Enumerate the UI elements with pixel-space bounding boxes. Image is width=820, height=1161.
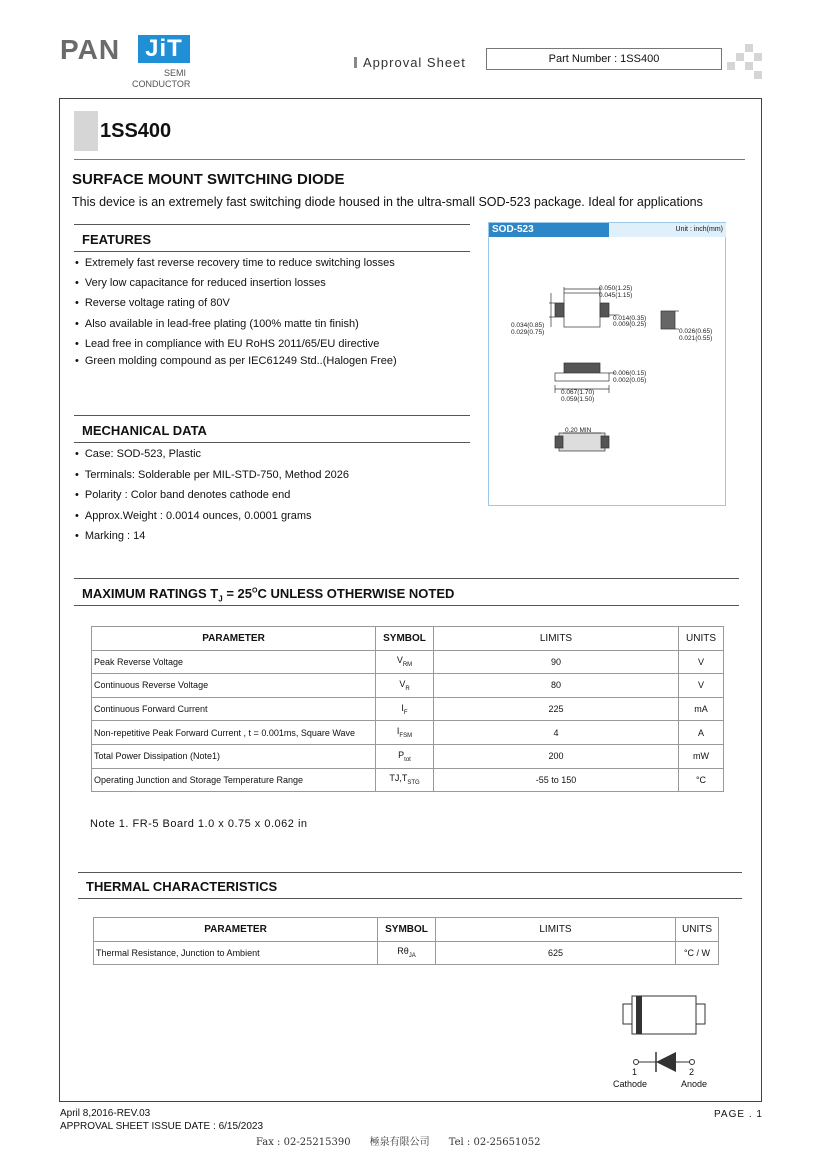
feature-item: • Green molding compound as per IEC61249 Std..(Halogen Free) — [75, 355, 397, 367]
limit-cell: 4 — [434, 721, 679, 745]
symbol-main: Rθ — [397, 946, 409, 957]
mechanical-item: • Marking : 14 — [75, 530, 145, 542]
dim-lead-min: 0.009(0.25) — [613, 321, 647, 328]
header-parameter: PARAMETER — [92, 627, 376, 651]
ratings-top-line — [74, 578, 739, 579]
symbol-main: V — [396, 655, 403, 666]
ratings-title-prefix: MAXIMUM RATINGS T — [82, 586, 219, 601]
unit-cell: V — [679, 674, 724, 698]
unit-cell: mA — [679, 697, 724, 721]
symbol-sub: F — [403, 709, 408, 716]
mechanical-item: • Case: SOD-523, Plastic — [75, 448, 201, 460]
limit-cell: 80 — [434, 674, 679, 698]
symbol-cell — [376, 674, 434, 698]
symbol-main: V — [399, 679, 406, 690]
unit-cell: V — [679, 650, 724, 674]
header-symbol: SYMBOL — [376, 627, 434, 651]
header-symbol: SYMBOL — [378, 918, 436, 942]
param-cell: Peak Reverse Voltage — [92, 650, 376, 674]
dim-h-max: 0.034(0.85) — [511, 322, 545, 329]
param-cell: Thermal Resistance, Junction to Ambient — [94, 941, 378, 965]
param-cell: Non-repetitive Peak Forward Current , t = 0.001ms, Square Wave — [92, 721, 376, 745]
symbol-cell — [376, 768, 434, 792]
feature-item: • Reverse voltage rating of 80V — [75, 297, 230, 309]
pin1-label: 1 — [632, 1067, 638, 1077]
symbol-main: P — [398, 749, 405, 760]
dim-min: 0.20 MIN — [565, 427, 592, 434]
dim-side-min: 0.021(0.55) — [679, 335, 713, 342]
unit-cell: °C / W — [676, 941, 719, 965]
mechanical-title: MECHANICAL DATA — [82, 423, 207, 438]
package-drawing — [488, 222, 726, 506]
symbol-cell — [376, 744, 434, 768]
unit-cell: mW — [679, 744, 724, 768]
symbol-cell — [376, 650, 434, 674]
logo-pan-text: PAN — [60, 34, 121, 65]
dim-ov-min: 0.059(1.50) — [561, 396, 595, 403]
table-row — [94, 941, 719, 965]
param-cell: Continuous Forward Current — [92, 697, 376, 721]
dim-t-min: 0.002(0.05) — [613, 377, 647, 384]
title-tab — [74, 111, 98, 151]
param-cell: Continuous Reverse Voltage — [92, 674, 376, 698]
decorative-squares-icon — [727, 44, 763, 80]
approval-sheet-label — [354, 55, 466, 70]
product-description: This device is an extremely fast switching diode housed in the ultra-small SOD-523 package. Ideal for applications — [72, 195, 703, 209]
limit-cell: -55 to 150 — [434, 768, 679, 792]
symbol-sub: tot — [404, 756, 411, 763]
limit-cell: 200 — [434, 744, 679, 768]
mechanical-item: • Approx.Weight : 0.0014 ounces, 0.0001 grams — [75, 510, 312, 522]
title-divider — [74, 159, 745, 160]
pin2-label: 2 — [689, 1067, 695, 1077]
feature-item: • Lead free in compliance with EU RoHS 2011/65/EU directive — [75, 338, 379, 350]
param-cell: Operating Junction and Storage Temperature Range — [92, 768, 376, 792]
company-logo — [60, 32, 200, 90]
thermal-title: THERMAL CHARACTERISTICS — [86, 879, 278, 894]
symbol-cell — [376, 721, 434, 745]
thermal-table — [93, 917, 719, 965]
cathode-label: Cathode — [613, 1079, 648, 1089]
product-subtitle: SURFACE MOUNT SWITCHING DIODE — [72, 171, 345, 188]
symbol-sub: R — [405, 685, 410, 692]
table-row — [92, 650, 724, 674]
table-row — [92, 768, 724, 792]
diode-symbol — [610, 990, 720, 1090]
revision-date: April 8,2016-REV.03 — [60, 1108, 151, 1119]
approval-bar-icon — [354, 57, 357, 68]
anode-label: Anode — [681, 1079, 708, 1089]
symbol-sub: STG — [407, 780, 420, 787]
thermal-bottom-line — [78, 898, 742, 899]
ratings-title-suffix: C UNLESS OTHERWISE NOTED — [257, 586, 455, 601]
header-units: UNITS — [679, 627, 724, 651]
feature-item: • Very low capacitance for reduced insertion losses — [75, 277, 326, 289]
ratings-title-mid: = 25 — [222, 586, 252, 601]
param-cell: Total Power Dissipation (Note1) — [92, 744, 376, 768]
mechanical-bottom-line — [74, 442, 470, 443]
table-row — [92, 674, 724, 698]
table-header-row — [94, 918, 719, 942]
ratings-bottom-line — [74, 605, 739, 606]
dim-side-max: 0.026(0.65) — [679, 328, 713, 335]
dim-t-max: 0.006(0.15) — [613, 370, 647, 377]
mechanical-item: • Polarity : Color band denotes cathode end — [75, 489, 290, 501]
ratings-note: Note 1. FR-5 Board 1.0 x 0.75 x 0.062 in — [90, 818, 308, 830]
limit-cell: 625 — [436, 941, 676, 965]
table-header-row — [92, 627, 724, 651]
approval-sheet-text: Approval Sheet — [363, 55, 466, 70]
contact-line: Fax : 02-25215390 極泉有限公司 Tel : 02-25651052 — [256, 1137, 541, 1148]
product-title: 1SS400 — [100, 120, 172, 142]
features-title: FEATURES — [82, 232, 152, 247]
part-number-box: Part Number : 1SS400 — [486, 48, 722, 70]
mechanical-item: • Terminals: Solderable per MIL-STD-750, Method 2026 — [75, 469, 349, 481]
header-limits: LIMITS — [434, 627, 679, 651]
page-number: PAGE . 1 — [714, 1109, 763, 1120]
symbol-cell — [378, 941, 436, 965]
table-row — [92, 721, 724, 745]
issue-date: APPROVAL SHEET ISSUE DATE : 6/15/2023 — [60, 1121, 264, 1132]
symbol-sub: FSM — [399, 733, 413, 740]
ratings-title-sup: O — [251, 587, 258, 595]
symbol-sub: RM — [402, 662, 413, 669]
dim-lead-max: 0.014(0.35) — [613, 315, 647, 322]
dim-h-min: 0.029(0.75) — [511, 329, 545, 336]
limit-cell: 90 — [434, 650, 679, 674]
table-row — [92, 697, 724, 721]
feature-item: • Also available in lead-free plating (100% matte tin finish) — [75, 318, 359, 330]
max-ratings-table — [91, 626, 724, 792]
symbol-main: I — [401, 702, 404, 713]
package-outline-drawing — [489, 223, 727, 507]
header-units: UNITS — [676, 918, 719, 942]
header-parameter: PARAMETER — [94, 918, 378, 942]
package-unit: Unit : inch(mm) — [609, 223, 726, 237]
thermal-top-line — [78, 872, 742, 873]
logo-conductor-text: CONDUCTOR — [132, 79, 191, 89]
dim-len-min: 0.045(1.15) — [599, 292, 633, 299]
features-bottom-line — [74, 251, 470, 252]
unit-cell: A — [679, 721, 724, 745]
table-row — [92, 744, 724, 768]
logo-semi-text: SEMI — [164, 68, 187, 78]
logo-jit-text: JiT — [138, 35, 190, 63]
symbol-main: TJ,T — [389, 773, 408, 784]
ratings-title — [82, 586, 454, 604]
symbol-main: I — [396, 726, 400, 737]
symbol-cell — [376, 697, 434, 721]
dim-len-max: 0.050(1.25) — [599, 285, 633, 292]
ratings-title-sub: J — [218, 594, 223, 604]
mechanical-top-line — [74, 415, 470, 416]
limit-cell: 225 — [434, 697, 679, 721]
unit-cell: °C — [679, 768, 724, 792]
dim-ov-max: 0.067(1.70) — [561, 389, 595, 396]
feature-item: • Extremely fast reverse recovery time to reduce switching losses — [75, 257, 395, 269]
features-top-line — [74, 224, 470, 225]
header-limits: LIMITS — [436, 918, 676, 942]
diode-drawing-icon — [610, 990, 720, 1090]
package-name: SOD-523 — [489, 223, 609, 237]
symbol-sub: JA — [408, 953, 416, 960]
